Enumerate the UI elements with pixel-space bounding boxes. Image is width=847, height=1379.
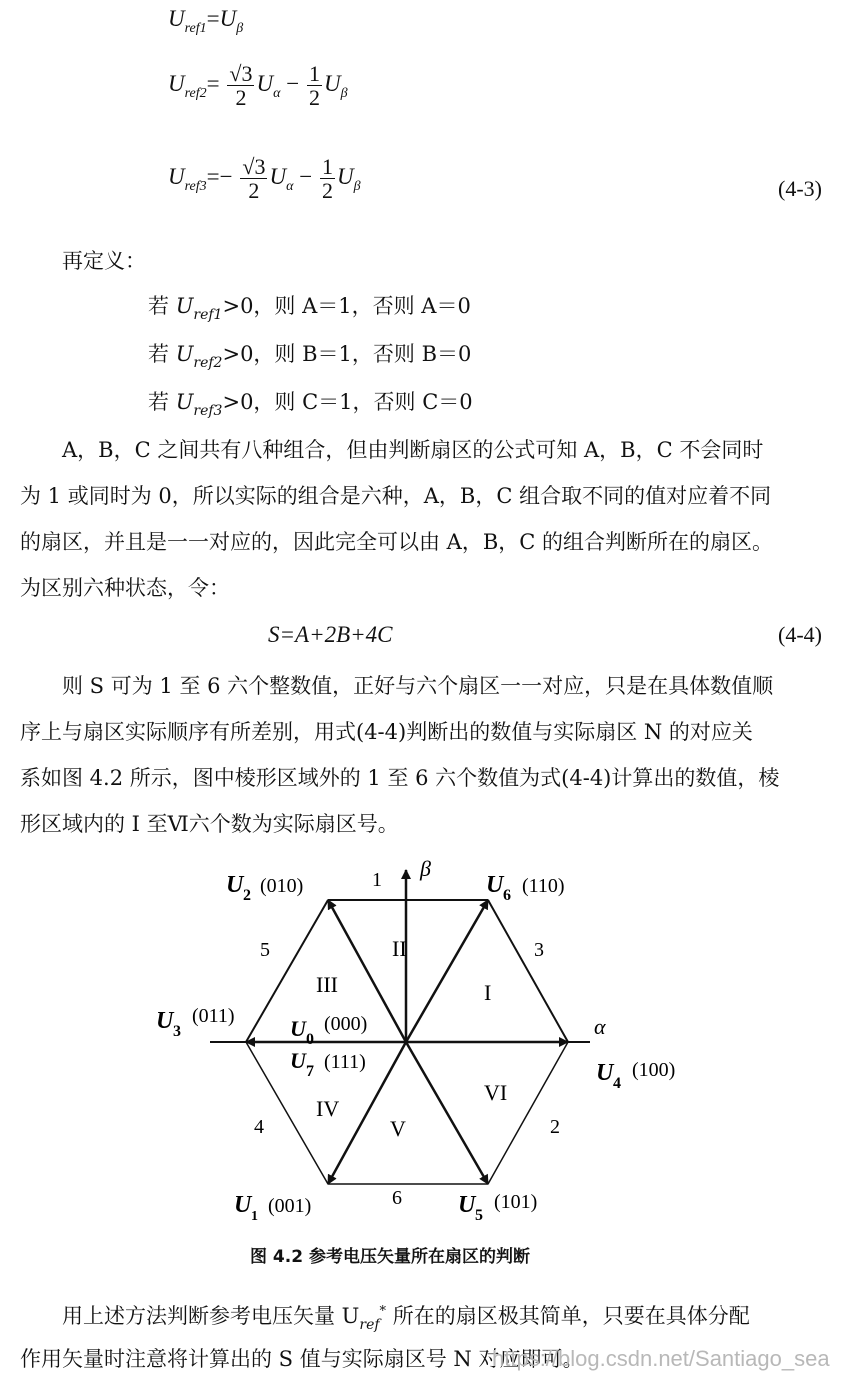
sector-II: II — [392, 936, 407, 961]
label-u6 — [486, 872, 565, 904]
svg-text:U: U — [290, 1016, 306, 1041]
svg-text:U: U — [458, 1192, 476, 1218]
label-u2 — [226, 872, 303, 904]
sector-IV: IV — [316, 1096, 340, 1121]
sector-diagram — [150, 858, 710, 1233]
svg-text:U: U — [486, 872, 504, 898]
equation-uref2: $U_{ref2}=$ $\frac{√3}{2}$ $U_\alpha$ − $\frac{1}{2}$ $U_\beta$ — [168, 61, 348, 111]
paragraph1-line4: 为区别六种状态，令： — [20, 576, 230, 600]
paragraph2-line3: 系如图 4.2 所示，图中棱形区域外的 1 至 6 六个数值为式(4-4)计算出的数值，棱 — [20, 766, 780, 790]
watermark: https://blog.csdn.net/Santiago_sea — [492, 1346, 830, 1371]
condition-c: 若 $U_{ref3}>0$，则 C＝1，否则 C＝0 — [148, 390, 473, 419]
outer-number-6: 6 — [392, 1187, 402, 1209]
label-u4 — [596, 1059, 675, 1092]
svg-text:0: 0 — [306, 1031, 314, 1048]
alpha-label: α — [594, 1014, 606, 1039]
paragraph2-line2: 序上与扇区实际顺序有所差别，用式(4-4)判断出的数值与实际扇区 N 的对应关 — [20, 720, 753, 744]
condition-a: 若 $U_{ref1}>0$，则 A＝1，否则 A＝0 — [148, 294, 471, 323]
svg-text:U: U — [234, 1192, 252, 1218]
svg-text:(011): (011) — [192, 1005, 235, 1027]
svg-text:U: U — [596, 1060, 614, 1086]
redefine-text: 再定义： — [62, 249, 146, 273]
label-u1 — [234, 1192, 311, 1224]
svg-text:U: U — [156, 1008, 174, 1034]
svg-text:(101): (101) — [494, 1191, 538, 1213]
beta-label: β — [420, 858, 431, 881]
label-u5 — [458, 1191, 537, 1224]
equation-number-4-3: (4-3) — [778, 176, 822, 201]
paragraph1-line3: 的扇区，并且是一一对应的，因此完全可以由 A，B，C 的组合判断所在的扇区。 — [20, 530, 774, 554]
svg-text:4: 4 — [613, 1075, 621, 1092]
hexagon-edge-upper-right — [488, 900, 568, 1042]
svg-text:(000): (000) — [324, 1013, 368, 1035]
svg-text:(010): (010) — [260, 875, 304, 897]
paragraph2-line4: 形区域内的 I 至Ⅵ六个数为实际扇区号。 — [20, 812, 399, 836]
svg-text:(001): (001) — [268, 1195, 312, 1217]
svg-text:1: 1 — [251, 1209, 258, 1224]
equation-uref1: $U_{ref1}=U_\beta$ — [168, 6, 244, 36]
label-u7 — [290, 1048, 366, 1080]
equation-uref3: $U_{ref3}=-$ $\frac{√3}{2}$ $U_\alpha$ − $\frac{1}{2}$ $U_\beta$ — [168, 154, 361, 204]
figure-caption: 图 4.2 参考电压矢量所在扇区的判断 — [250, 1247, 530, 1267]
paragraph3-line1: 用上述方法判断参考电压矢量 $U_{ref}^*$ 所在的扇区极其简单，只要在具体分配 — [20, 1304, 750, 1333]
outer-number-4: 4 — [254, 1116, 264, 1138]
svg-text:(111): (111) — [324, 1051, 366, 1073]
sector-III: III — [316, 972, 338, 997]
svg-text:6: 6 — [503, 887, 511, 904]
svg-text:5: 5 — [475, 1207, 483, 1224]
outer-number-2: 2 — [550, 1116, 560, 1138]
svg-text:2: 2 — [243, 887, 251, 904]
paragraph1-line1: A，B，C 之间共有八种组合，但由判断扇区的公式可知 A，B，C 不会同时 — [20, 438, 764, 462]
paragraph1-line2: 为 1 或同时为 0，所以实际的组合是六种，A，B，C 组合取不同的值对应着不同 — [20, 484, 772, 508]
outer-number-5: 5 — [260, 939, 270, 961]
svg-text:(100): (100) — [632, 1059, 676, 1081]
paragraph2-line1: 则 S 可为 1 至 6 六个整数值，正好与六个扇区一一对应，只是在具体数值顺 — [20, 674, 774, 698]
svg-text:U: U — [290, 1048, 306, 1073]
condition-b: 若 $U_{ref2}>0$，则 B＝1，否则 B＝0 — [148, 342, 472, 371]
svg-text:3: 3 — [173, 1023, 181, 1040]
svg-text:U: U — [226, 872, 244, 898]
vector-u6 — [406, 900, 488, 1042]
sector-I: I — [484, 980, 492, 1005]
sector-V: V — [390, 1116, 406, 1141]
outer-number-1: 1 — [372, 869, 382, 891]
label-u3 — [156, 1005, 235, 1040]
hexagon-edge-upper-left — [246, 900, 328, 1042]
equation-s: S=A+2B+4C — [268, 622, 393, 647]
sector-VI: VI — [484, 1080, 508, 1105]
vector-u5 — [406, 1042, 488, 1184]
outer-number-3: 3 — [534, 939, 544, 961]
svg-text:7: 7 — [306, 1063, 314, 1080]
svg-text:(110): (110) — [522, 875, 565, 897]
paragraph3-line2: 作用矢量时注意将计算出的 S 值与实际扇区号 N 对应即可。 — [20, 1347, 584, 1371]
equation-number-4-4: (4-4) — [778, 622, 822, 647]
hexagon-edge-lower-right — [488, 1042, 568, 1184]
